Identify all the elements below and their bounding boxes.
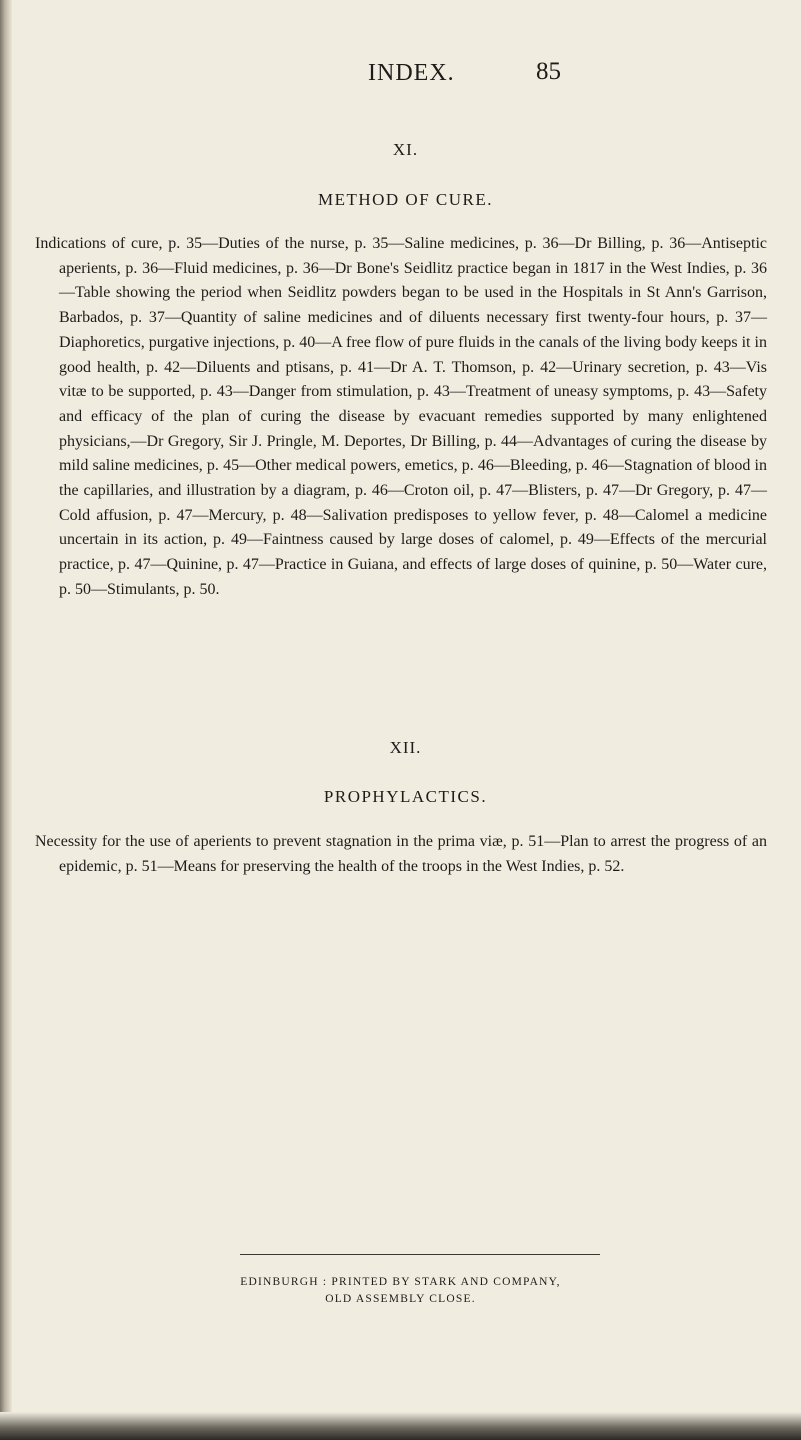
imprint-divider: [240, 1254, 600, 1255]
page-header: [0, 54, 801, 94]
imprint-line: OLD ASSEMBLY CLOSE.: [325, 1293, 476, 1305]
imprint-line: EDINBURGH : PRINTED BY STARK AND COMPANY,: [240, 1276, 561, 1288]
printer-imprint: [0, 1274, 801, 1308]
section-xi: [0, 140, 801, 160]
section-title: METHOD OF CURE.: [317, 190, 494, 209]
running-title: INDEX.: [368, 60, 455, 86]
page-bottom-edge: [0, 1412, 801, 1440]
section-xii-heading: [0, 787, 801, 807]
section-xi-heading: [0, 190, 801, 210]
section-entries: Indications of cure, p. 35—Duties of the nurse, p. 35—Saline medicines, p. 36—Dr Billing, p. 36—Antiseptic aperients, p. 36—Fluid medicines, p. 36—Dr Bone's Seidlitz practice began in 1817 in the West Indies, p. 36—Table showing the period when Seidlitz powders began to be used in the Hospitals in St Ann's Garrison, Barbados, p. 37—Quantity of saline medicines and of diluents necessary first twenty-four hours, p. 37—Diaphoretics, purgative injections, p. 40—A free flow of pure fluids in the canals of the living body keeps it in good health, p. 42—Diluents and ptisans, p. 41—Dr A. T. Thomson, p. 42—Urinary secretion, p. 43—Vis vitæ to be supported, p. 43—Danger from stimulation, p. 43—Treatment of uneasy symptoms, p. 43—Safety and efficacy of the plan of curing the disease by evacuant remedies supported by many enlightened physicians,—Dr Gregory, Sir J. Pringle, M. Deportes, Dr Billing, p. 44—Advantages of curing the disease by mild saline medicines, p. 45—Other medical powers, emetics, p. 46—Bleeding, p. 46—Stagnation of blood in the capillaries, and illustration by a diagram, p. 46—Croton oil, p. 47—Blisters, p. 47—Dr Gregory, p. 47—Cold affusion, p. 47—Mercury, p. 48—Salivation predisposes to yellow fever, p. 48—Calomel a medicine uncertain in its action, p. 49—Faintness caused by large doses of calomel, p. 49—Effects of the mercurial practice, p. 47—Quinine, p. 47—Practice in Guiana, and effects of large doses of quinine, p. 50—Water cure, p. 50—Stimulants, p. 50.: [35, 235, 767, 598]
page-number: 85: [536, 58, 561, 85]
section-title: PROPHYLACTICS.: [323, 787, 488, 806]
section-xii: [0, 738, 801, 758]
section-entries: Necessity for the use of aperients to prevent stagnation in the prima viæ, p. 51—Plan to arrest the progress of an epidemic, p. 51—Means for preserving the health of the troops in the West Indies, p. 52.: [35, 833, 767, 875]
section-number: XII.: [389, 738, 422, 757]
page-binding-shadow: [0, 0, 12, 1440]
section-number: XI.: [392, 140, 419, 159]
